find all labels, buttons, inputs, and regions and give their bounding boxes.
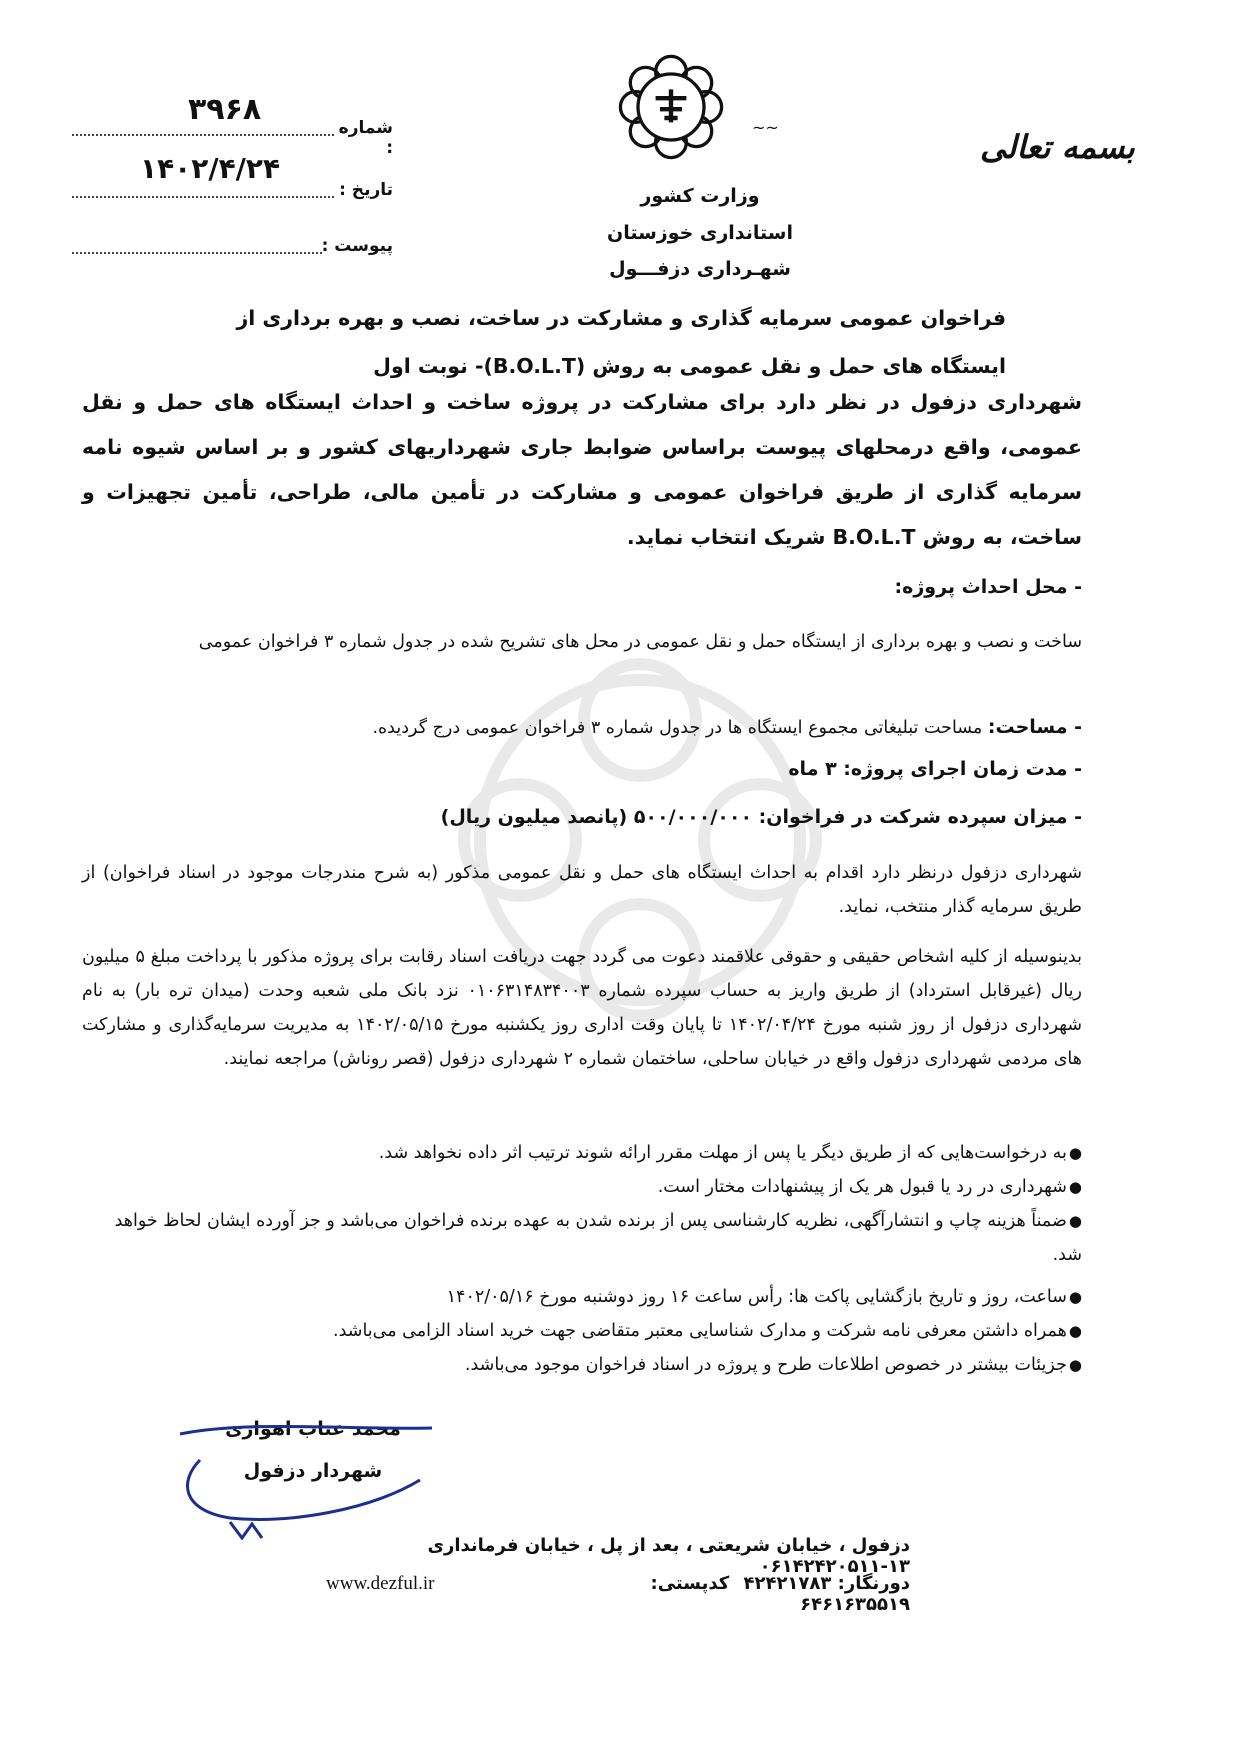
number-line <box>72 134 334 136</box>
signatory-name: محمد عتاب اهوازی <box>225 1418 401 1440</box>
footer-contacts <box>600 1573 910 1615</box>
ministry-name: وزارت کشور <box>640 185 760 207</box>
list-item-text: جزیئات بیشتر در خصوص اطلاعات طرح و پروژه در اسناد فراخوان موجود می‌باشد. <box>464 1355 1067 1375</box>
list-item <box>82 1204 1082 1272</box>
area-row <box>82 710 1082 745</box>
location-text: ساخت و نصب و بهره برداری از ایستگاه حمل و نقل عمومی در محل های تشریح شده در جدول شماره ۳ فراخوان عمومی <box>198 632 1082 652</box>
bullet-icon: ● <box>1068 1212 1082 1230</box>
header-mark: ~~ <box>752 118 779 137</box>
municipality-logo-icon <box>616 52 726 162</box>
date-label: تاریخ : <box>339 180 393 200</box>
title-line-1: فراخوان عمومی سرمایه گذاری و مشارکت در ساخت، نصب و بهره برداری از <box>236 306 1006 330</box>
list-item-text: ساعت، روز و تاریخ بازگشایی پاکت ها: رأس ساعت ۱۶ روز دوشنبه مورخ ۱۴۰۲/۰۵/۱۶ <box>446 1287 1067 1307</box>
intro-paragraph: شهرداری دزفول در نظر دارد برای مشارکت در پروژه ساخت و احداث ایستگاه های حمل و نقل عمومی، واقع درمحلهای پیوست براساس ضوابط جاری شهرداریهای کشور و بر اساس شیوه نامه سرمایه گذاری از طریق فراخوان عمومی و مشارکت در تأمین مالی، طراحی، تأمین تجهیزات و ساخت، به روش B.O.L.T شریک انتخاب نماید. <box>82 390 1082 549</box>
signatory-position: شهردار دزفول <box>243 1460 383 1482</box>
bullet-icon: ● <box>1068 1178 1082 1196</box>
list-item-text: همراه داشتن معرفی نامه شرکت و مدارک شناسایی معتبر متقاضی جهت خرید اسناد الزامی می‌باشد. <box>333 1321 1067 1341</box>
duration-line: - مدت زمان اجرای پروژه: ۳ ماه <box>788 758 1082 780</box>
area-text: مساحت تبلیغاتی مجموع ایستگاه ها در جدول شماره ۳ فراخوان عمومی درج گردیده. <box>372 718 983 738</box>
list-item-text: به درخواست‌هایی که از طریق دیگر یا پس از مهلت مقرر ارائه شوند ترتیب اثر داده نخواهد شد. <box>378 1143 1067 1163</box>
bullet-icon: ● <box>1068 1322 1082 1340</box>
governorate-name: استانداری خوزستان <box>606 222 793 244</box>
invocation-heading: بسمه تعالی <box>980 128 1135 166</box>
date-line <box>72 196 334 198</box>
deposit-line: - میزان سپرده شرکت در فراخوان: ۵۰۰/۰۰۰/۰۰۰ (پانصد میلیون ریال) <box>440 806 1082 828</box>
title-line-2: ایستگاه های حمل و نقل عمومی به روش (B.O.L.T)- نوبت اول <box>373 354 1006 378</box>
attachment-line <box>72 252 322 254</box>
municipality-name: شهـرداری دزفـــول <box>609 258 791 280</box>
purpose-paragraph: شهرداری دزفول درنظر دارد اقدام به احداث ایستگاه های حمل و نقل عمومی مذکور (به شرح مندرجات موجود در اسناد فراخوان) از طریق سرمایه گذار منتخب، نماید. <box>82 863 1082 917</box>
list-item-text: شهرداری در رد یا قبول هر یک از پیشنهادات مختار است. <box>657 1177 1067 1197</box>
fax-label: دورنگار: <box>837 1573 910 1594</box>
list-item <box>82 1280 1082 1314</box>
list-item <box>82 1314 1082 1348</box>
postal-code: ۶۴۶۱۶۳۵۵۱۹ <box>800 1594 910 1615</box>
bullet-icon: ● <box>1068 1288 1082 1306</box>
footer-address: دزفول ، خیابان شریعتی ، بعد از پل ، خیابان فرمانداری ۱۳-۰۶۱۴۲۴۲۰۵۱۱ <box>427 1535 910 1577</box>
area-heading: - مساحت: <box>987 716 1082 738</box>
conditions-list <box>82 1136 1082 1382</box>
list-item <box>82 1348 1082 1382</box>
location-heading: - محل احداث پروژه: <box>894 576 1082 598</box>
fax-number: ۴۲۴۲۱۷۸۳ <box>743 1573 832 1594</box>
website-link[interactable]: www.dezful.ir <box>326 1573 435 1594</box>
signature-stroke-icon <box>170 1410 440 1540</box>
date-value: ۱۴۰۲/۴/۲۴ <box>140 152 281 185</box>
postal-label: کدپستی: <box>650 1573 730 1594</box>
bullet-icon: ● <box>1068 1144 1082 1162</box>
invitation-paragraph: بدینوسیله از کلیه اشخاص حقیقی و حقوقی علاقمند دعوت می گردد جهت دریافت اسناد رقابت برای پروژه مذکور با پرداخت مبلغ ۵ میلیون ریال (غیرقابل استرداد) از طریق واریز به حساب سپرده شماره ۰۱۰۶۳۱۴۸۳۴۰۰۳ نزد بانک ملی شعبه وحدت (میدان تره بار) به نام شهرداری دزفول از روز شنبه مورخ ۱۴۰۲/۰۴/۲۴ تا پایان وقت اداری روز یکشنبه مورخ ۱۴۰۲/۰۵/۱۵ به مدیریت سرمایه‌گذاری و مشارکت های مردمی شهرداری دزفول واقع در خیابان ساحلی، ساختمان شماره ۲ شهرداری دزفول (قصر روناش) مراجعه نمایند. <box>82 947 1082 1069</box>
list-item-text: ضمناً هزینه چاپ و انتشارآگهی، نظریه کارشناسی پس از برنده شدن به عهده برنده فراخوان می‌باشد و جز آورده ایشان لحاظ خواهد شد. <box>114 1211 1082 1265</box>
list-item <box>82 1136 1082 1170</box>
attachment-label: پیوست : <box>321 236 393 256</box>
bullet-icon: ● <box>1068 1356 1082 1374</box>
number-value: ۳۹۶۸ <box>188 92 262 127</box>
number-label: شماره : <box>338 118 393 158</box>
list-item <box>82 1170 1082 1204</box>
